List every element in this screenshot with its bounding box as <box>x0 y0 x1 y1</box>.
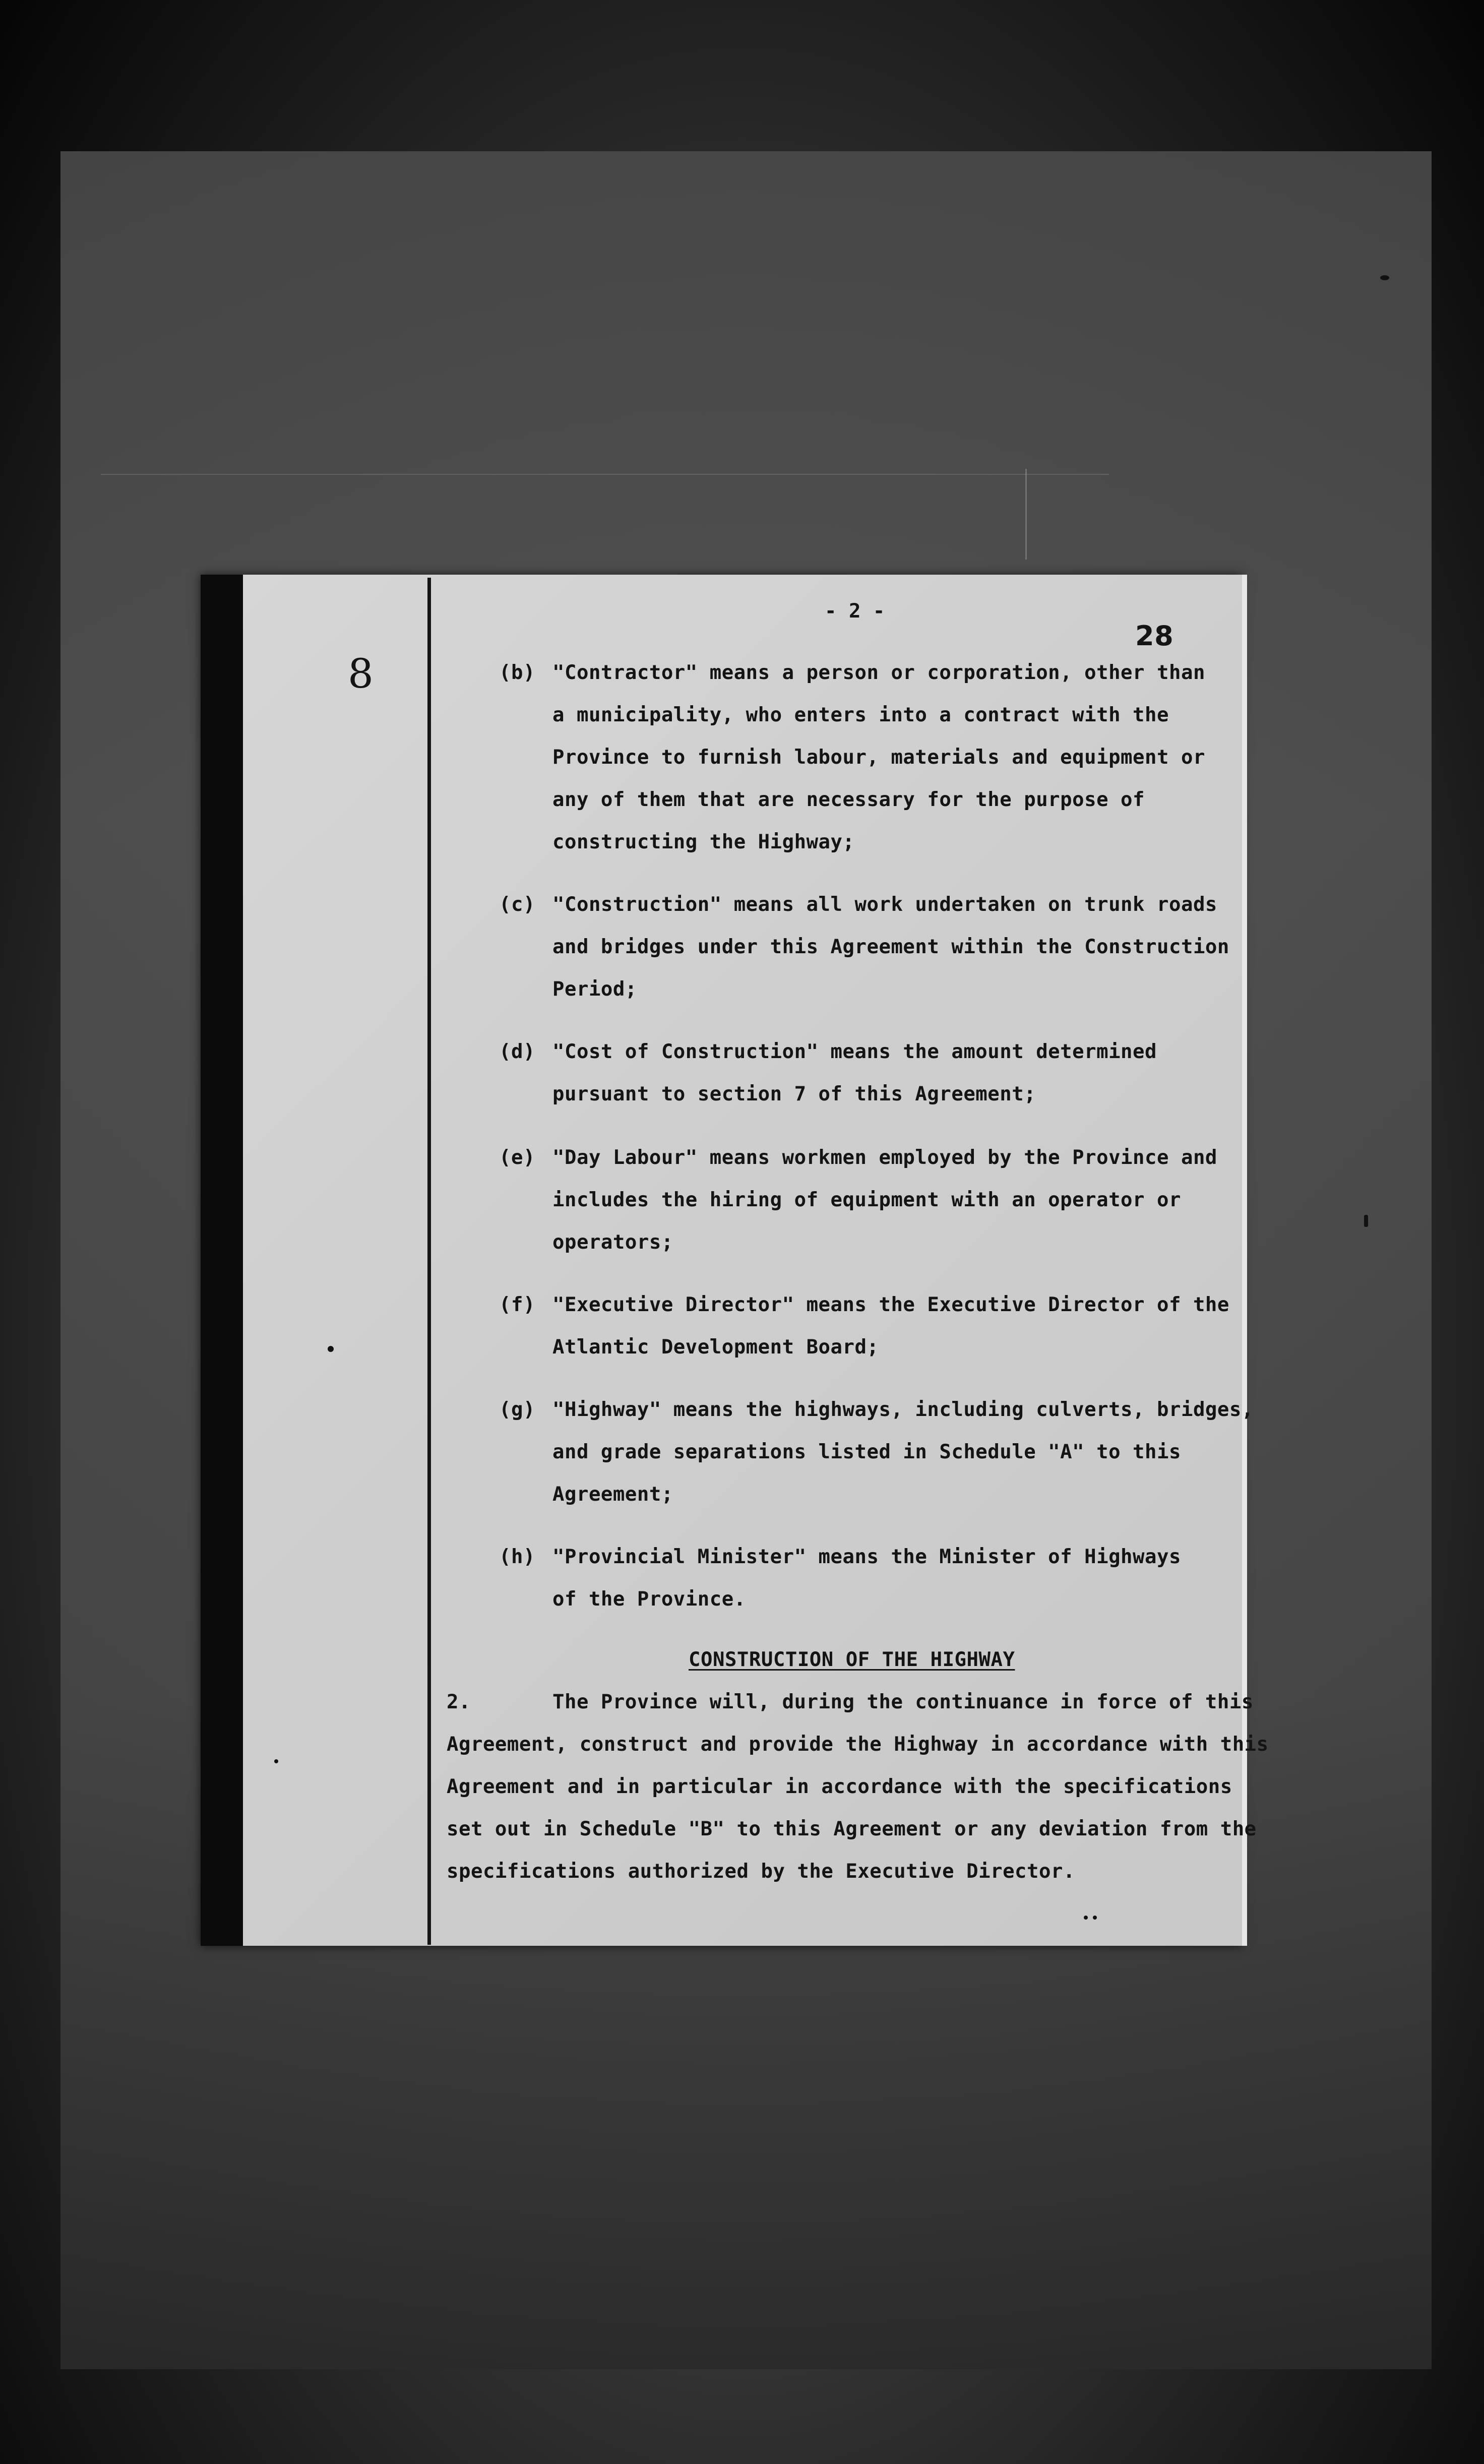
folio-number: 28 <box>1135 620 1174 652</box>
paragraph-line: set out in Schedule "B" to this Agreement or any deviation from the <box>447 1818 1257 1840</box>
definition-label: (g) <box>499 1398 535 1421</box>
definition-line: of the Province. <box>552 1588 746 1611</box>
definition-label: (b) <box>499 661 535 684</box>
definition-line: includes the hiring of equipment with an operator or <box>552 1189 1181 1211</box>
definition-line: "Day Labour" means workmen employed by the Province and <box>552 1146 1217 1169</box>
margin-rule <box>427 578 431 1945</box>
scan-speck <box>1084 1916 1088 1920</box>
definition-line: "Provincial Minister" means the Minister of Highways <box>552 1546 1181 1568</box>
scan-speck <box>1364 1215 1368 1227</box>
backing-fold-line <box>101 474 1109 475</box>
page-number: - 2 - <box>825 600 885 623</box>
paragraph-line: specifications authorized by the Executive Director. <box>447 1860 1075 1883</box>
definition-line: "Highway" means the highways, including culverts, bridges, <box>552 1398 1254 1421</box>
definition-line: and bridges under this Agreement within the Construction <box>552 936 1229 958</box>
page-left-shadow <box>201 575 243 1946</box>
definition-label: (d) <box>499 1040 535 1063</box>
definition-label: (c) <box>499 893 535 916</box>
definition-line: constructing the Highway; <box>552 831 855 853</box>
definition-line: "Construction" means all work undertaken on trunk roads <box>552 893 1217 916</box>
definition-label: (f) <box>499 1293 535 1316</box>
definition-line: Agreement; <box>552 1483 673 1506</box>
paragraph-line: Agreement and in particular in accordance with the specifications <box>447 1775 1232 1798</box>
paragraph-line: Agreement, construct and provide the Highway in accordance with this <box>447 1733 1269 1756</box>
section-number: 2. <box>447 1691 471 1713</box>
definition-line: "Contractor" means a person or corporation, other than <box>552 661 1205 684</box>
definition-line: Atlantic Development Board; <box>552 1336 879 1359</box>
section-heading: CONSTRUCTION OF THE HIGHWAY <box>689 1648 1015 1671</box>
definition-line: pursuant to section 7 of this Agreement; <box>552 1083 1036 1105</box>
scan-speck <box>1093 1916 1097 1920</box>
definition-line: and grade separations listed in Schedule "A" to this <box>552 1441 1181 1463</box>
definition-line: any of them that are necessary for the purpose of <box>552 788 1145 811</box>
scan-speck <box>328 1346 334 1352</box>
scan-speck <box>274 1759 278 1763</box>
definition-label: (e) <box>499 1146 535 1169</box>
definition-line: a municipality, who enters into a contract with the <box>552 704 1169 726</box>
scan-speck <box>1380 275 1389 280</box>
margin-handwritten-mark: 8 <box>348 650 374 697</box>
backing-fold-mark <box>1025 469 1027 560</box>
definition-label: (h) <box>499 1546 535 1568</box>
definition-line: Province to furnish labour, materials and equipment or <box>552 746 1205 769</box>
definition-line: operators; <box>552 1231 673 1254</box>
paragraph-line: The Province will, during the continuance in force of this <box>552 1691 1254 1713</box>
definition-line: Period; <box>552 978 637 1001</box>
definition-line: "Executive Director" means the Executive Director of the <box>552 1293 1229 1316</box>
definition-line: "Cost of Construction" means the amount determined <box>552 1040 1157 1063</box>
